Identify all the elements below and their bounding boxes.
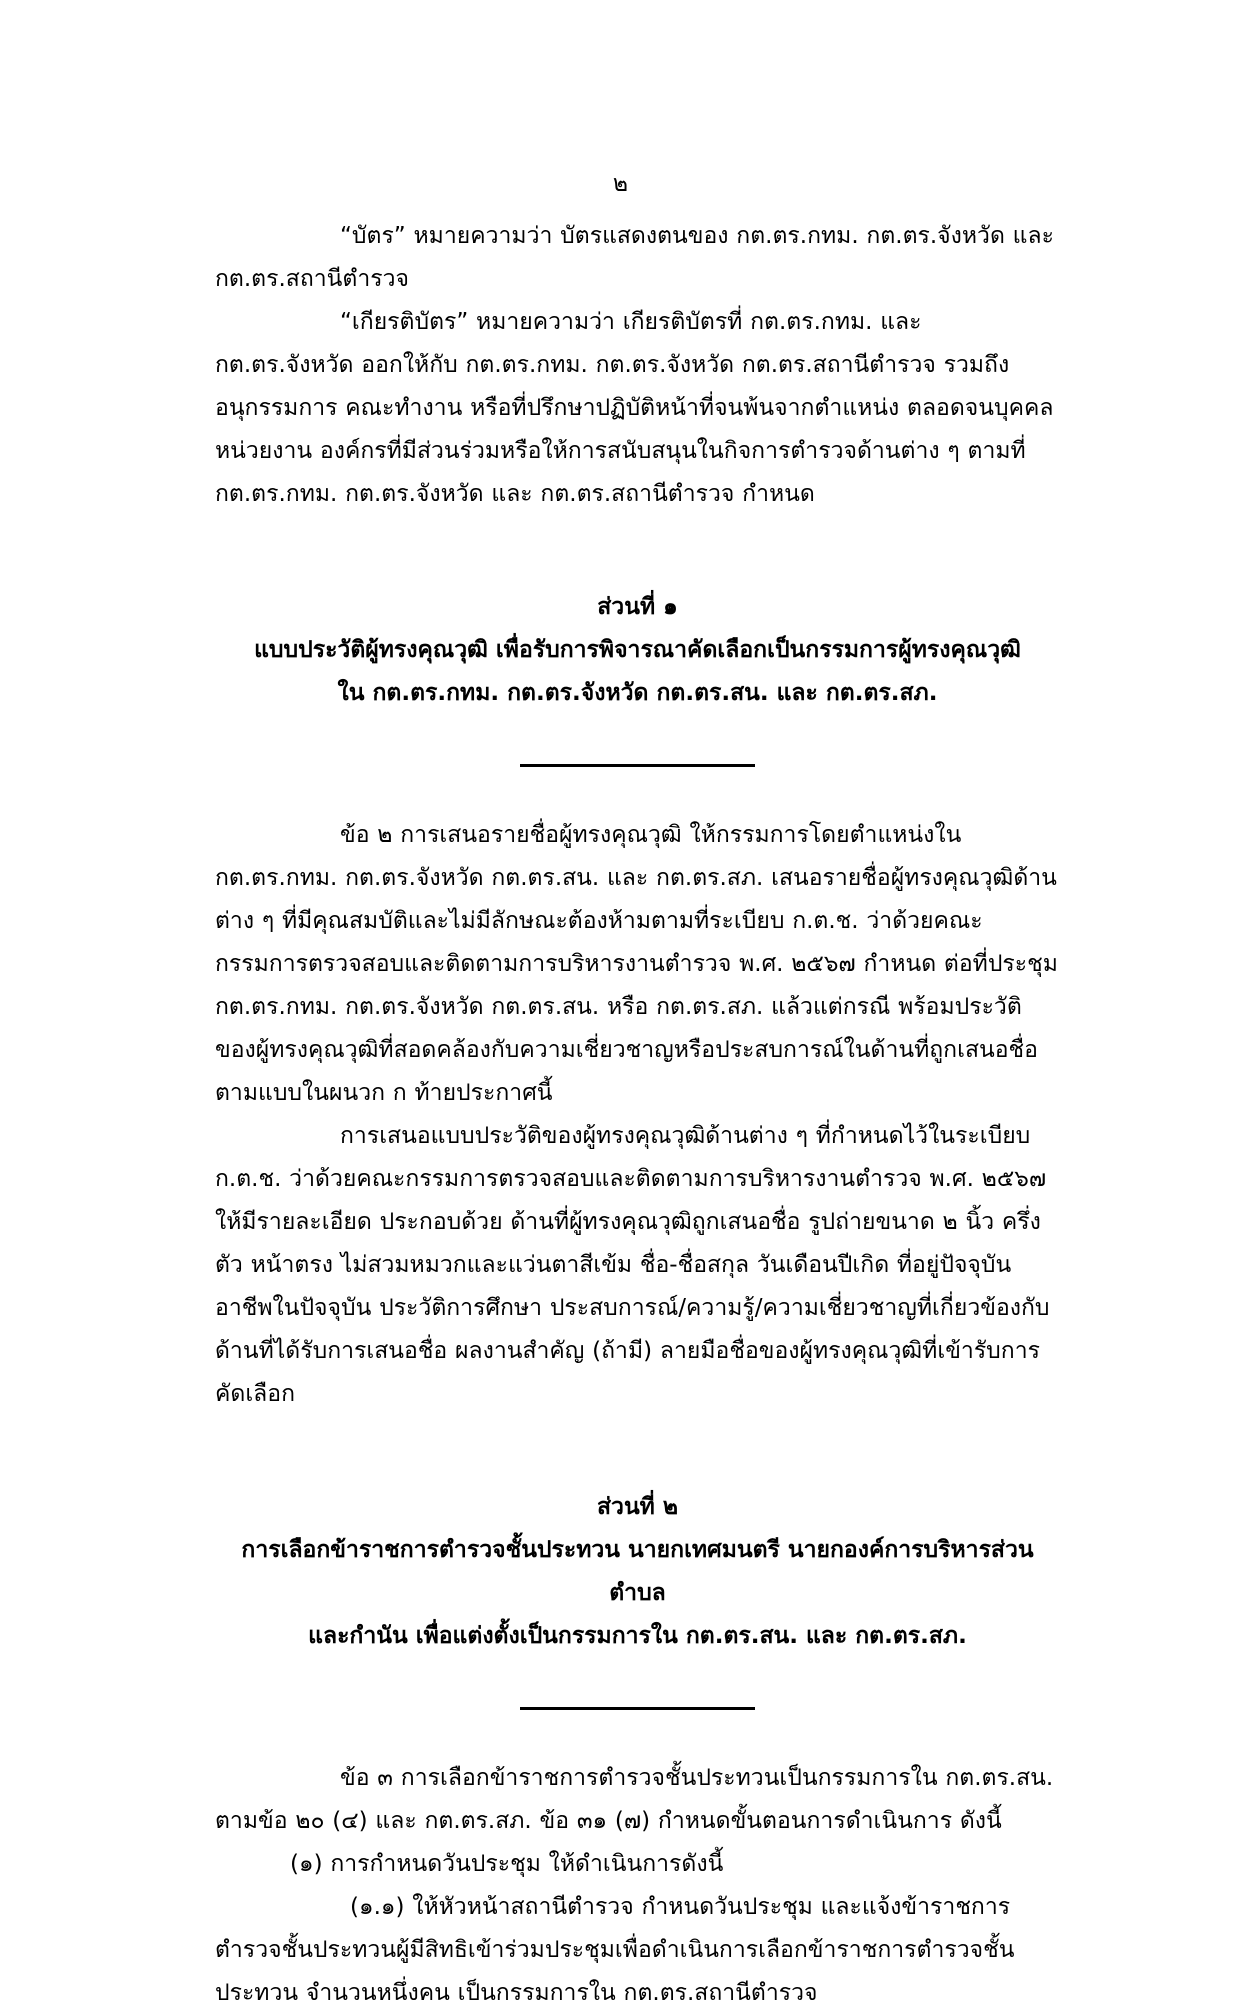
- page-content: [215, 0, 1060, 2015]
- section-two-heading: [215, 1486, 1060, 1658]
- definition-kiatibat-paragraph: “เกียรติบัตร” หมายความว่า เกียรติบัตรที่ กต.ตร.กทม. และ กต.ตร.จังหวัด ออกให้กับ กต.ตร.กทม. กต.ตร.จังหวัด กต.ตร.สถานีตำรวจ รวมถึงอนุกรรมการ คณะทำงาน หรือที่ปรึกษาปฏิบัติหน้าที่จนพ้นจากตำแหน่ง ตลอดจนบุคคล หน่วยงาน องค์กรที่มีส่วนร่วมหรือให้การสนับสนุนในกิจการตำรวจด้านต่าง ๆ ตามที่ กต.ตร.กทม. กต.ตร.จังหวัด และ กต.ตร.สถานีตำรวจ กำหนด: [215, 309, 1054, 507]
- clause-3-item-1: (๑) การกำหนดวันประชุม ให้ดำเนินการดังนี้: [290, 1851, 724, 1877]
- section-two-label: ส่วนที่ ๒: [596, 1494, 678, 1520]
- section-one-title-line1: แบบประวัติผู้ทรงคุณวุฒิ เพื่อรับการพิจารณาคัดเลือกเป็นกรรมการผู้ทรงคุณวุฒิ: [254, 637, 1021, 663]
- spacer: [215, 1658, 1060, 1698]
- clause-3-paragraph: ข้อ ๓ การเลือกข้าราชการตำรวจชั้นประทวนเป็นกรรมการใน กต.ตร.สน. ตามข้อ ๒๐ (๔) และ กต.ตร.สภ. ข้อ ๓๑ (๗) กำหนดขั้นตอนการดำเนินการ ดังนี้: [215, 1765, 1054, 1834]
- page-number: ๒: [612, 171, 629, 197]
- section-one-label: ส่วนที่ ๑: [597, 594, 678, 620]
- spacer: [215, 1717, 1060, 1757]
- clause-3-item-1-1: (๑.๑) ให้หัวหน้าสถานีตำรวจ กำหนดวันประชุม และแจ้งข้าราชการตำรวจชั้นประทวนผู้มีสิทธิเข้าร่วมประชุมเพื่อดำเนินการเลือกข้าราชการตำรวจชั้นประทวน จำนวนหนึ่งคน เป็นกรรมการใน กต.ตร.สถานีตำรวจ: [215, 1894, 1015, 2006]
- section-two-title-line1: การเลือกข้าราชการตำรวจชั้นประทวน นายกเทศมนตรี นายกองค์การบริหารส่วนตำบล: [241, 1537, 1034, 1606]
- horizontal-rule-icon: [520, 764, 755, 767]
- clause-2-paragraph: ข้อ ๒ การเสนอรายชื่อผู้ทรงคุณวุฒิ ให้กรรมการโดยตำแหน่งใน กต.ตร.กทม. กต.ตร.จังหวัด กต.ตร.สน. และ กต.ตร.สภ. เสนอรายชื่อผู้ทรงคุณวุฒิด้านต่าง ๆ ที่มีคุณสมบัติและไม่มีลักษณะต้องห้ามตามที่ระเบียบ ก.ต.ช. ว่าด้วยคณะกรรมการตรวจสอบและติดตามการบริหารงานตำรวจ พ.ศ. ๒๕๖๗ กำหนด ต่อที่ประชุม กต.ตร.กทม. กต.ตร.จังหวัด กต.ตร.สน. หรือ กต.ตร.สภ. แล้วแต่กรณี พร้อมประวัติของผู้ทรงคุณวุฒิที่สอดคล้องกับความเชี่ยวชาญหรือประสบการณ์ในด้านที่ถูกเสนอชื่อ ตามแบบในผนวก ก ท้ายประกาศนี้: [215, 822, 1058, 1106]
- section-two-divider-wrap: [215, 1698, 1060, 1717]
- section-two-title-line2: และกำนัน เพื่อแต่งตั้งเป็นกรรมการใน กต.ตร.สน. และ กต.ตร.สภ.: [308, 1623, 967, 1649]
- clause-2-paragraph-2: การเสนอแบบประวัติของผู้ทรงคุณวุฒิด้านต่าง ๆ ที่กำหนดไว้ในระเบียบ ก.ต.ช. ว่าด้วยคณะกรรมการตรวจสอบและติดตามการบริหารงานตำรวจ พ.ศ. ๒๕๖๗ ให้มีรายละเอียด ประกอบด้วย ด้านที่ผู้ทรงคุณวุฒิถูกเสนอชื่อ รูปถ่ายขนาด ๒ นิ้ว ครึ่งตัว หน้าตรง ไม่สวมหมวกและแว่นตาสีเข้ม ชื่อ-ชื่อสกุล วันเดือนปีเกิด ที่อยู่ปัจจุบัน อาชีพในปัจจุบัน ประวัติการศึกษา ประสบการณ์/ความรู้/ความเชี่ยวชาญที่เกี่ยวข้องกับด้านที่ได้รับการเสนอชื่อ ผลงานสำคัญ (ถ้ามี) ลายมือชื่อของผู้ทรงคุณวุฒิที่เข้ารับการคัดเลือก: [215, 1123, 1050, 1407]
- spacer: [215, 1416, 1060, 1486]
- section-one-title-line2: ใน กต.ตร.กทม. กต.ตร.จังหวัด กต.ตร.สน. และ กต.ตร.สภ.: [337, 680, 938, 706]
- section-one-heading: [215, 586, 1060, 715]
- spacer: [215, 774, 1060, 814]
- section-one-divider-wrap: [215, 755, 1060, 774]
- spacer: [215, 516, 1060, 586]
- definition-bat-paragraph: “บัตร” หมายความว่า บัตรแสดงตนของ กต.ตร.กทม. กต.ตร.จังหวัด และ กต.ตร.สถานีตำรวจ: [215, 223, 1054, 292]
- horizontal-rule-icon: [520, 1707, 755, 1710]
- spacer: [215, 715, 1060, 755]
